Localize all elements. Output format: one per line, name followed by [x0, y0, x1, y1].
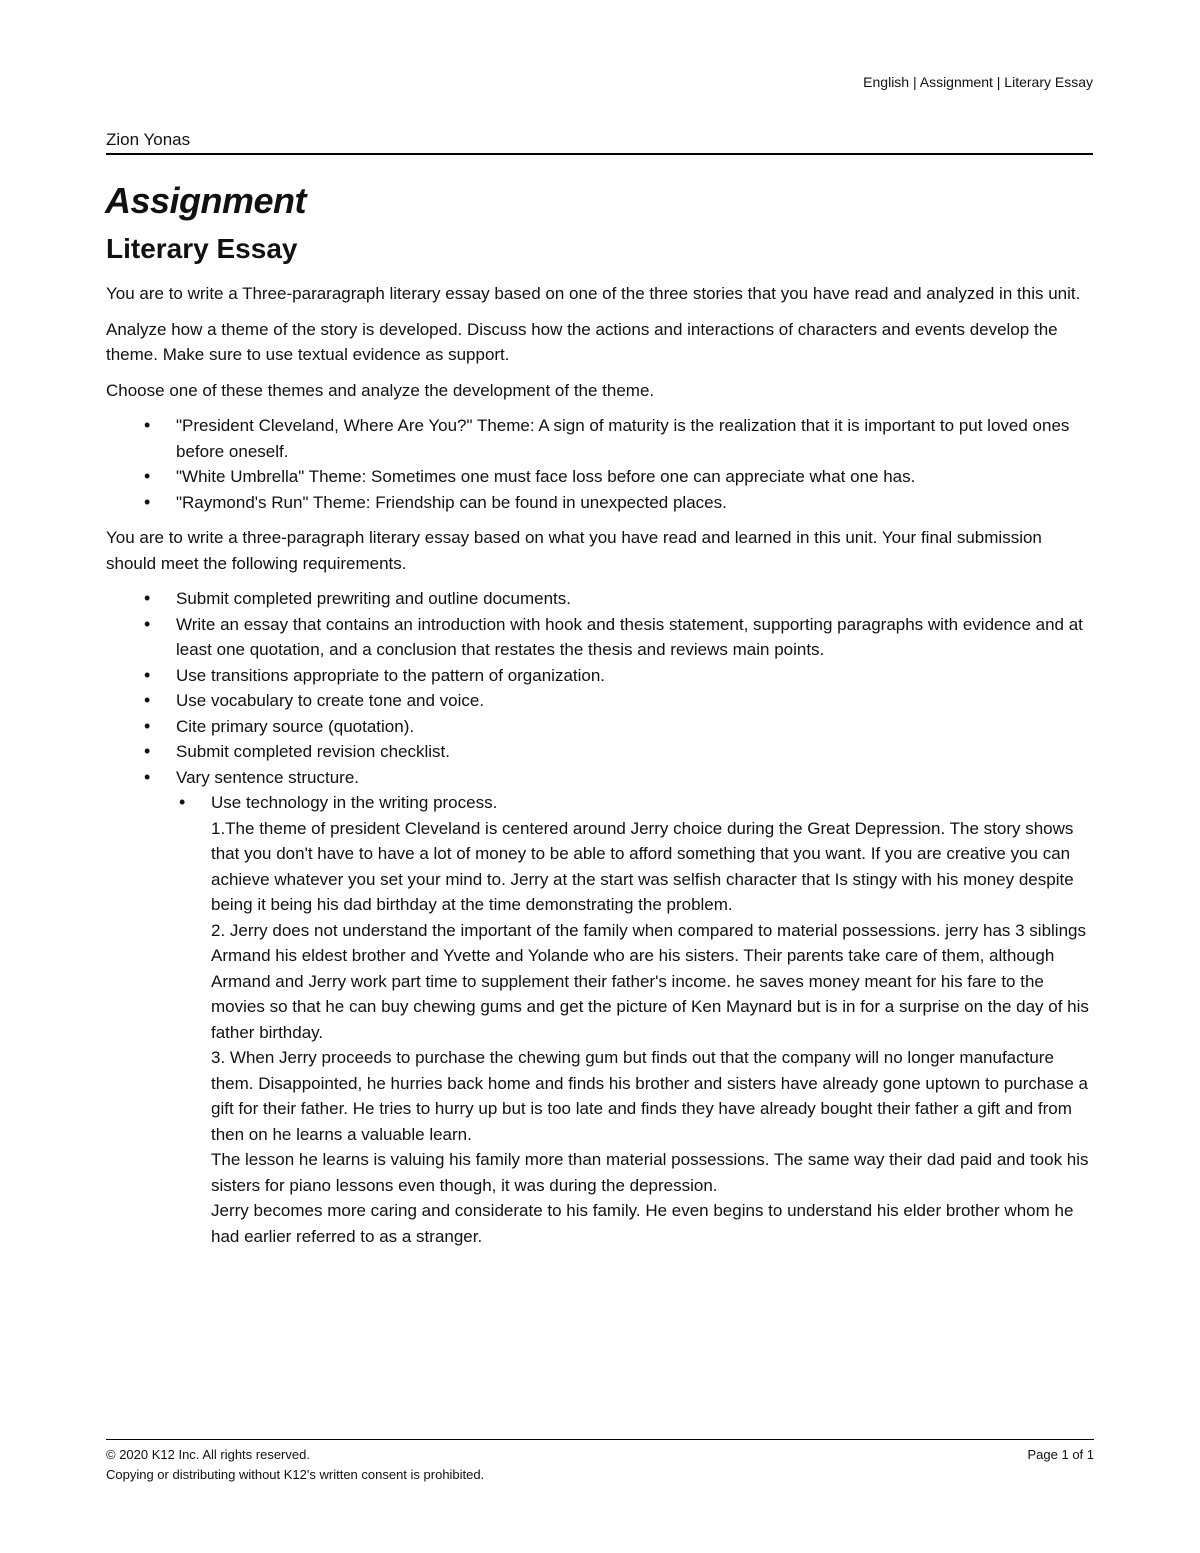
- requirements-list: [106, 586, 1096, 1249]
- theme-item: • "White Umbrella" Theme: Sometimes one must face loss before one can appreciate what one has.: [176, 464, 1096, 490]
- intro-paragraph: You are to write a Three-pararagraph literary essay based on one of the three stories that you have read and analyzed in this unit.: [106, 284, 1081, 303]
- footer-divider: [106, 1439, 1094, 1440]
- footer-copyright-block: [106, 1445, 484, 1485]
- requirement-item: • Write an essay that contains an introduction with hook and thesis statement, supporting paragraphs with evidence and at least one quotation, and a conclusion that restates the thesis and reviews main points.: [176, 612, 1096, 663]
- requirement-item: • Submit completed revision checklist.: [176, 739, 1096, 765]
- essay-paragraph: 2. Jerry does not understand the important of the family when compared to material possessions. jerry has 3 siblings Armand his eldest brother and Yvette and Yolande who are his sisters. Their parents take care of them, although Armand and Jerry work part time to supplement their father's income. he saves money meant for his fare to the movies so that he can buy chewing gums and get the picture of Ken Maynard but is in for a surprise on the day of his father birthday.: [211, 920, 1089, 1042]
- essay-paragraph: 3. When Jerry proceeds to purchase the chewing gum but finds out that the company will no longer manufacture them. Disappointed, he hurries back home and finds his brother and sisters have already gone uptown to purchase a gift for their father. He tries to hurry up but is too late and finds they have already bought their father a gift and from then on he learns a valuable learn.: [211, 1048, 1088, 1144]
- document-breadcrumb: English | Assignment | Literary Essay: [863, 74, 1093, 90]
- intro-paragraph: Analyze how a theme of the story is developed. Discuss how the actions and interactions of characters and events develop the theme. Make sure to use textual evidence as support.: [106, 319, 1058, 364]
- essay-paragraph: Jerry becomes more caring and considerate to his family. He even begins to understand his elder brother whom he had earlier referred to as a stranger.: [211, 1201, 1074, 1246]
- theme-item: • "Raymond's Run" Theme: Friendship can be found in unexpected places.: [176, 490, 1096, 516]
- footer-notice: Copying or distributing without K12's written consent is prohibited.: [106, 1467, 485, 1482]
- page-number: Page 1 of 1: [1027, 1447, 1094, 1462]
- requirements-intro: You are to write a three-paragraph literary essay based on what you have read and learned in this unit. Your final submission should meet the following requirements.: [106, 528, 1042, 573]
- sub-requirement-list: [176, 790, 1096, 1249]
- theme-item: • "President Cleveland, Where Are You?" Theme: A sign of maturity is the realization that it is important to put loved ones before oneself.: [176, 413, 1096, 464]
- page-title: Assignment: [105, 180, 307, 221]
- essay-response: [211, 816, 1096, 1250]
- page-subtitle: Literary Essay: [106, 233, 298, 264]
- essay-paragraph: The lesson he learns is valuing his family more than material possessions. The same way their dad paid and took his sisters for piano lessons even though, it was during the depression.: [211, 1150, 1089, 1195]
- requirement-item: • Submit completed prewriting and outline documents.: [176, 586, 1096, 612]
- theme-list: [106, 413, 1096, 515]
- requirement-item: • Use transitions appropriate to the pattern of organization.: [176, 663, 1096, 689]
- essay-paragraph: 1.The theme of president Cleveland is centered around Jerry choice during the Great Depression. The story shows that you don't have to have a lot of money to be able to afford something that you want. If you are creative you can achieve whatever you set your mind to. Jerry at the start was selfish character that Is stingy with his money despite being it being his dad birthday at the time demonstrating the problem.: [211, 818, 1074, 914]
- intro-paragraph: Choose one of these themes and analyze the development of the theme.: [106, 380, 655, 400]
- requirement-item: [176, 765, 1096, 1250]
- footer-copyright: © 2020 K12 Inc. All rights reserved.: [106, 1447, 310, 1462]
- sub-requirement-label: • Use technology in the writing process.: [211, 793, 498, 812]
- document-body: [106, 281, 1096, 1259]
- sub-requirement-item: [211, 790, 1096, 1249]
- student-name: Zion Yonas: [106, 130, 1093, 155]
- requirement-item: • Use vocabulary to create tone and voice.: [176, 688, 1096, 714]
- requirement-item-label: Vary sentence structure.: [176, 767, 359, 787]
- requirement-item: • Cite primary source (quotation).: [176, 714, 1096, 740]
